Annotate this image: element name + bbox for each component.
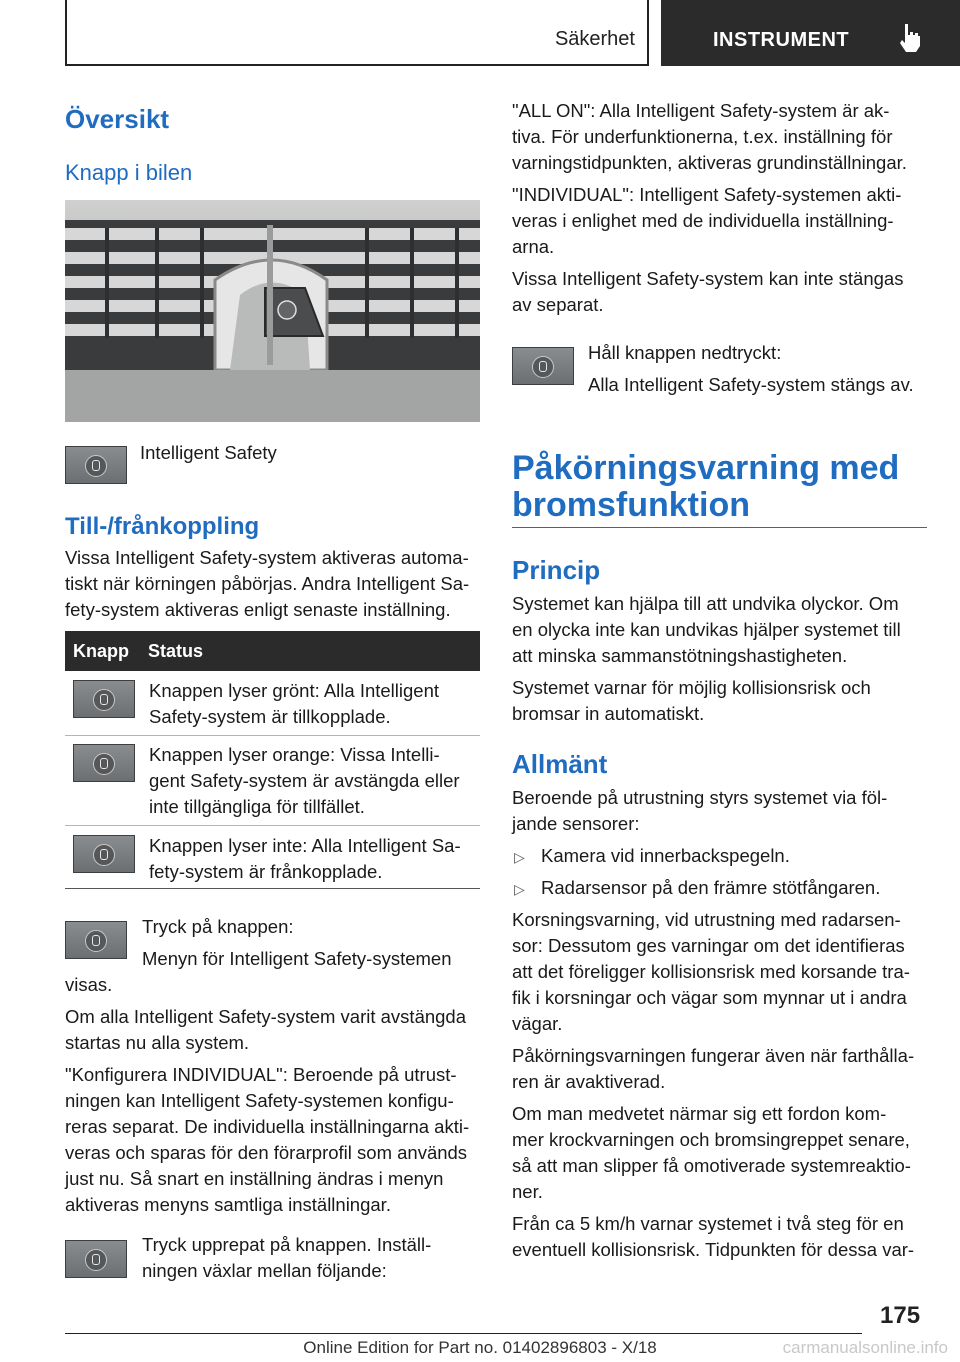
para2-line-6: aktiveras menyns samtliga inställningar. [65,1194,391,1215]
header-chapter-tab[interactable] [661,0,960,66]
table-row-3-line-2: fety-system är frånkopplade. [149,861,383,882]
press-line-2: Menyn för Intelligent Safety-systemen [142,948,452,969]
heading-general: Allmänt [512,749,608,779]
table-header [65,631,480,671]
r-para2-line-2: veras i enlighet med de individuella inställning- [512,210,894,231]
heading-collision-warning-line-2: bromsfunktion [512,486,750,524]
heading-principle: Princip [512,555,601,585]
intelligent-safety-button-icon [65,921,127,959]
general1-line-1: Beroende på utrustning styrs systemet via föl- [512,787,888,808]
r-para3-line-1: Vissa Intelligent Safety-system kan inte stängas [512,268,904,289]
table-divider [65,825,480,826]
bullet-item-2: Radarsensor på den främre stötfångaren. [541,877,881,898]
hold-line-2: Alla Intelligent Safety-system stängs av. [588,374,914,395]
principle1-line-2: en olycka inte kan undvikas hjälper systemet till [512,619,901,640]
header-section: Säkerhet [554,28,635,50]
r-para1-line-1: "ALL ON": Alla Intelligent Safety-system är ak- [512,100,890,121]
r-para1-line-2: tiva. För underfunktionerna, t.ex. inställning för [512,126,893,147]
table-row-1-line-2: Safety-system är tillkopplade. [149,706,391,727]
general2-line-1: Korsningsvarning, vid utrustning med radarsen- [512,909,901,930]
r-para1-line-3: varningstidpunkten, aktiveras grundinställningar. [512,152,907,173]
header-right-rule [647,0,649,64]
general3-line-2: ren är avaktiverad. [512,1071,666,1092]
bullet-triangle-icon: ▷ [514,849,525,865]
table-row-1-line-1: Knappen lyser grönt: Alla Intelligent [149,680,440,701]
header-left-rule [65,0,67,64]
intelligent-safety-button-icon [65,1240,127,1278]
general5-line-1: Från ca 5 km/h varnar systemet i två steg för en [512,1213,904,1234]
header-chapter-label: INSTRUMENT [713,29,850,51]
para2-line-4: veras och sparas för den förarprofil som används [65,1142,468,1163]
page-number: 175 [880,1302,921,1329]
table-divider [65,735,480,736]
heading-overview: Översikt [65,104,170,134]
footer-rule [65,1333,862,1334]
button-caption: Intelligent Safety [140,442,277,463]
para2-line-1: "Konfigurera INDIVIDUAL": Beroende på utrust- [65,1064,457,1085]
para1-line-2: startas nu alla system. [65,1032,250,1053]
press-line-1: Tryck på knappen: [142,916,294,937]
general1-line-2: jande sensorer: [512,813,640,834]
r-para3-line-2: av separat. [512,294,604,315]
intro-line-2: tiskt när körningen påbörjas. Andra Intelligent Sa- [65,573,470,594]
button-icon-off [73,835,135,873]
table-bottom-rule [65,888,480,889]
table-row-3-line-1: Knappen lyser inte: Alla Intelligent Sa- [149,835,461,856]
heading-on-off: Till-/frånkoppling [65,513,260,540]
general5-line-2: eventuell kollisionsrisk. Tidpunkten för dessa var- [512,1239,915,1260]
button-photo [65,200,480,422]
press2-line-1: Tryck upprepat på knappen. Inställ- [142,1234,432,1255]
general2-line-3: att det föreligger kollisionsrisk med korsande tra- [512,961,910,982]
heading-collision-warning-line-1: Påkörningsvarning med [512,449,900,487]
general2-line-2: sor: Dessutom ges varningar om det identifieras [512,935,905,956]
general2-line-5: vägar. [512,1013,563,1034]
general3-line-1: Påkörningsvarningen fungerar även när farthålla- [512,1045,915,1066]
general4-line-1: Om man medvetet närmar sig ett fordon kom- [512,1103,887,1124]
press-line-3: visas. [65,974,113,995]
hold-line-1: Håll knappen nedtryckt: [588,342,782,363]
r-para2-line-3: arna. [512,236,555,257]
heading-underline [512,527,927,528]
general4-line-2: mer krockvarningen och bromsingreppet senare, [512,1129,910,1150]
principle2-line-2: bromsar in automatiskt. [512,703,705,724]
general2-line-4: fik i korsningar och vägar som mynnar ut i andra [512,987,907,1008]
table-row-2-line-2: gent Safety-system är avstängda eller [149,770,460,791]
para2-line-5: just nu. Så snart en inställning ändras i menyn [65,1168,444,1189]
principle2-line-1: Systemet varnar för möjlig kollisionsrisk och [512,677,871,698]
intro-line-1: Vissa Intelligent Safety-system aktiveras automa- [65,547,469,568]
intelligent-safety-button-icon [65,446,127,484]
button-icon-green [73,680,135,718]
principle1-line-3: att minska sammanstötningshastigheten. [512,645,848,666]
watermark: carmanualsonline.info [782,1338,948,1357]
bullet-item-1: Kamera vid innerbackspegeln. [541,845,790,866]
table-header-status: Status [148,641,204,661]
para2-line-2: ningen kan Intelligent Safety-systemen konfigu- [65,1090,454,1111]
footer-edition: Online Edition for Part no. 01402896803 - X/18 [303,1338,657,1357]
table-row-2-line-1: Knappen lyser orange: Vissa Intelli- [149,744,440,765]
press2-line-2: ningen växlar mellan följande: [142,1260,387,1281]
header-bottom-rule [65,64,649,66]
intro-line-3: fety-system aktiveras enligt senaste inställning. [65,599,451,620]
table-row-2-line-3: inte tillgängliga för tillfället. [149,796,365,817]
heading-button-in-car: Knapp i bilen [65,160,193,185]
general4-line-4: ner. [512,1181,543,1202]
intelligent-safety-button-icon [512,347,574,385]
para1-line-1: Om alla Intelligent Safety-system varit avstängda [65,1006,467,1027]
para2-line-3: reras separat. De individuella inställningarna akti- [65,1116,470,1137]
general4-line-3: så att man slipper få omotiverade systemreaktio- [512,1155,911,1176]
principle1-line-1: Systemet kan hjälpa till att undvika olyckor. Om [512,593,899,614]
hand-pointer-icon [896,22,924,54]
button-icon-orange [73,744,135,782]
bullet-triangle-icon: ▷ [514,881,525,897]
r-para2-line-1: "INDIVIDUAL": Intelligent Safety-systemen akti- [512,184,902,205]
table-header-button: Knapp [73,641,129,661]
